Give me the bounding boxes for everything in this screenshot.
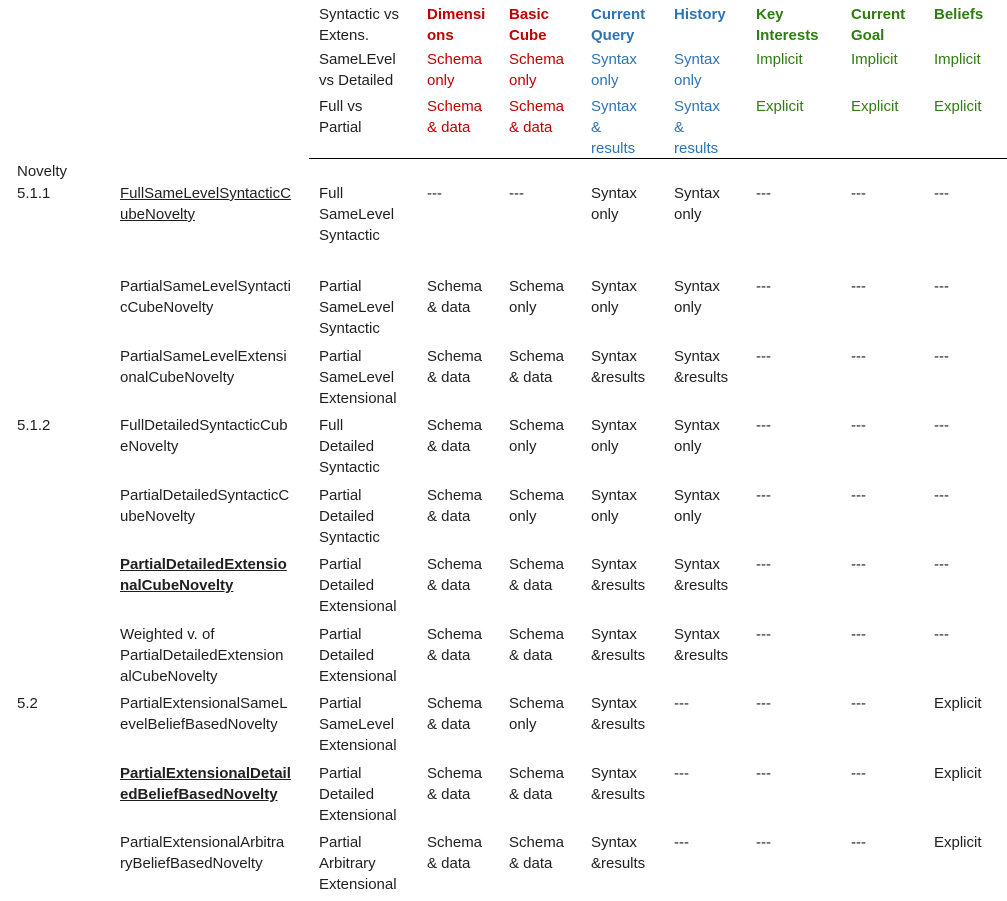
col-key-interests-samelevel: Implicit — [756, 51, 803, 68]
row-section-number: 5.1.1 — [17, 185, 51, 202]
row-measure-kind: Partial Detailed Extensional — [319, 626, 397, 685]
row-measure-kind: Partial SameLevel Extensional — [319, 348, 397, 407]
row-cell: --- — [934, 278, 949, 295]
row-cell: Syntax only — [674, 487, 720, 525]
col-dimensions-samelevel: Schema only — [427, 51, 483, 89]
row-cell: --- — [756, 834, 771, 851]
col-header-basic-cube: Basic Cube — [509, 6, 550, 44]
row-measure-name: PartialDetailedExtensio nalCubeNovelty — [120, 556, 287, 594]
row-cell: Syntax &results — [674, 556, 729, 594]
col-current-goal-full: Explicit — [851, 98, 899, 115]
row-cell: Schema & data — [427, 348, 483, 386]
row-measure-name: PartialSameLevelExtensi onalCubeNovelty — [120, 348, 287, 386]
row-cell: Schema only — [509, 487, 565, 525]
row-cell: --- — [934, 417, 949, 434]
row-cell: Syntax only — [591, 487, 637, 525]
row-cell: Schema & data — [427, 417, 483, 455]
row-cell: Schema & data — [509, 834, 565, 872]
header-row-label-syntactic: Syntactic vs Extens. — [319, 6, 400, 44]
row-section-number: 5.1.2 — [17, 417, 51, 434]
col-dimensions-full: Schema & data — [427, 98, 483, 136]
row-measure-kind: Full SameLevel Syntactic — [319, 185, 395, 244]
row-cell: Syntax &results — [591, 695, 646, 733]
row-cell: --- — [756, 556, 771, 573]
row-cell: Syntax only — [591, 278, 637, 316]
row-cell: --- — [427, 185, 442, 202]
col-header-beliefs: Beliefs — [934, 6, 984, 23]
row-cell: Schema & data — [427, 556, 483, 594]
row-measure-name: PartialDetailedSyntacticC ubeNovelty — [120, 487, 290, 525]
row-measure-name: PartialSameLevelSyntacti cCubeNovelty — [120, 278, 291, 316]
row-cell: Syntax only — [674, 417, 720, 455]
row-cell: --- — [756, 695, 771, 712]
row-cell: Schema only — [509, 417, 565, 455]
col-history-samelevel: Syntax only — [674, 51, 720, 89]
row-cell: --- — [851, 834, 866, 851]
row-cell: --- — [509, 185, 524, 202]
row-measure-kind: Partial SameLevel Syntactic — [319, 278, 395, 337]
row-cell: Syntax &results — [674, 626, 729, 664]
row-cell: Syntax &results — [591, 626, 646, 664]
row-cell: --- — [851, 278, 866, 295]
col-current-query-samelevel: Syntax only — [591, 51, 637, 89]
row-cell: Schema & data — [427, 765, 483, 803]
row-cell: --- — [934, 487, 949, 504]
row-cell: --- — [934, 348, 949, 365]
row-cell: --- — [851, 695, 866, 712]
row-cell: --- — [756, 765, 771, 782]
row-measure-kind: Full Detailed Syntactic — [319, 417, 380, 476]
col-basic-cube-samelevel: Schema only — [509, 51, 565, 89]
row-cell: --- — [674, 834, 689, 851]
row-cell: Schema & data — [427, 834, 483, 872]
row-cell: Explicit — [934, 695, 982, 712]
row-cell: Schema & data — [509, 348, 565, 386]
col-current-goal-samelevel: Implicit — [851, 51, 898, 68]
row-measure-name: PartialExtensionalSameL evelBeliefBasedNovelty — [120, 695, 288, 733]
row-cell: --- — [851, 417, 866, 434]
row-measure-name: FullSameLevelSyntacticC ubeNovelty — [120, 185, 291, 223]
col-basic-cube-full: Schema & data — [509, 98, 565, 136]
row-cell: Schema & data — [509, 556, 565, 594]
row-cell: Syntax &results — [591, 556, 646, 594]
row-measure-kind: Partial Arbitrary Extensional — [319, 834, 397, 893]
row-cell: Schema & data — [427, 278, 483, 316]
header-row-label-samelevel: SameLEvel vs Detailed — [319, 51, 396, 89]
row-section-number: 5.2 — [17, 695, 38, 712]
col-beliefs-full: Explicit — [934, 98, 982, 115]
row-measure-kind: Partial Detailed Extensional — [319, 765, 397, 824]
row-cell: --- — [851, 348, 866, 365]
row-cell: Schema only — [509, 278, 565, 316]
row-measure-name: PartialExtensionalArbitra ryBeliefBasedNovelty — [120, 834, 285, 872]
row-cell: Syntax &results — [591, 348, 646, 386]
row-cell: --- — [934, 626, 949, 643]
row-cell: Syntax only — [591, 185, 637, 223]
row-cell: --- — [756, 417, 771, 434]
row-cell: Schema & data — [509, 626, 565, 664]
row-measure-kind: Partial Detailed Extensional — [319, 556, 397, 615]
row-measure-kind: Partial Detailed Syntactic — [319, 487, 380, 546]
row-cell: --- — [674, 695, 689, 712]
row-cell: Schema & data — [427, 487, 483, 525]
col-key-interests-full: Explicit — [756, 98, 804, 115]
row-cell: --- — [756, 185, 771, 202]
row-cell: Schema only — [509, 695, 565, 733]
row-cell: --- — [851, 185, 866, 202]
col-header-dimensions: Dimensi ons — [427, 6, 486, 44]
col-history-full: Syntax & results — [674, 98, 720, 157]
row-cell: Explicit — [934, 765, 982, 782]
row-cell: --- — [756, 278, 771, 295]
row-cell: --- — [756, 348, 771, 365]
row-cell: --- — [756, 626, 771, 643]
col-header-current-goal: Current Goal — [851, 6, 906, 44]
section-label-novelty: Novelty — [17, 163, 68, 180]
row-cell: --- — [851, 626, 866, 643]
row-cell: --- — [674, 765, 689, 782]
header-divider — [309, 158, 1007, 159]
row-cell: Syntax only — [674, 185, 720, 223]
row-cell: Syntax &results — [591, 765, 646, 803]
header-row-label-full-partial: Full vs Partial — [319, 98, 363, 136]
row-cell: Explicit — [934, 834, 982, 851]
col-current-query-full: Syntax & results — [591, 98, 637, 157]
row-cell: --- — [934, 185, 949, 202]
row-cell: Schema & data — [509, 765, 565, 803]
row-cell: Syntax &results — [591, 834, 646, 872]
row-cell: --- — [756, 487, 771, 504]
row-cell: --- — [851, 765, 866, 782]
row-measure-name: PartialExtensionalDetail edBeliefBasedNovelty — [120, 765, 291, 803]
col-header-current-query: Current Query — [591, 6, 646, 44]
col-header-history: History — [674, 6, 726, 23]
row-cell: --- — [934, 556, 949, 573]
row-measure-name: FullDetailedSyntacticCub eNovelty — [120, 417, 288, 455]
row-cell: --- — [851, 487, 866, 504]
row-cell: Syntax only — [674, 278, 720, 316]
row-cell: Syntax only — [591, 417, 637, 455]
row-cell: Syntax &results — [674, 348, 729, 386]
col-beliefs-samelevel: Implicit — [934, 51, 981, 68]
row-cell: Schema & data — [427, 626, 483, 664]
row-measure-name: Weighted v. of PartialDetailedExtension alCubeNovelty — [120, 626, 284, 685]
row-cell: --- — [851, 556, 866, 573]
col-header-key-interests: Key Interests — [756, 6, 819, 44]
row-measure-kind: Partial SameLevel Extensional — [319, 695, 397, 754]
row-cell: Schema & data — [427, 695, 483, 733]
